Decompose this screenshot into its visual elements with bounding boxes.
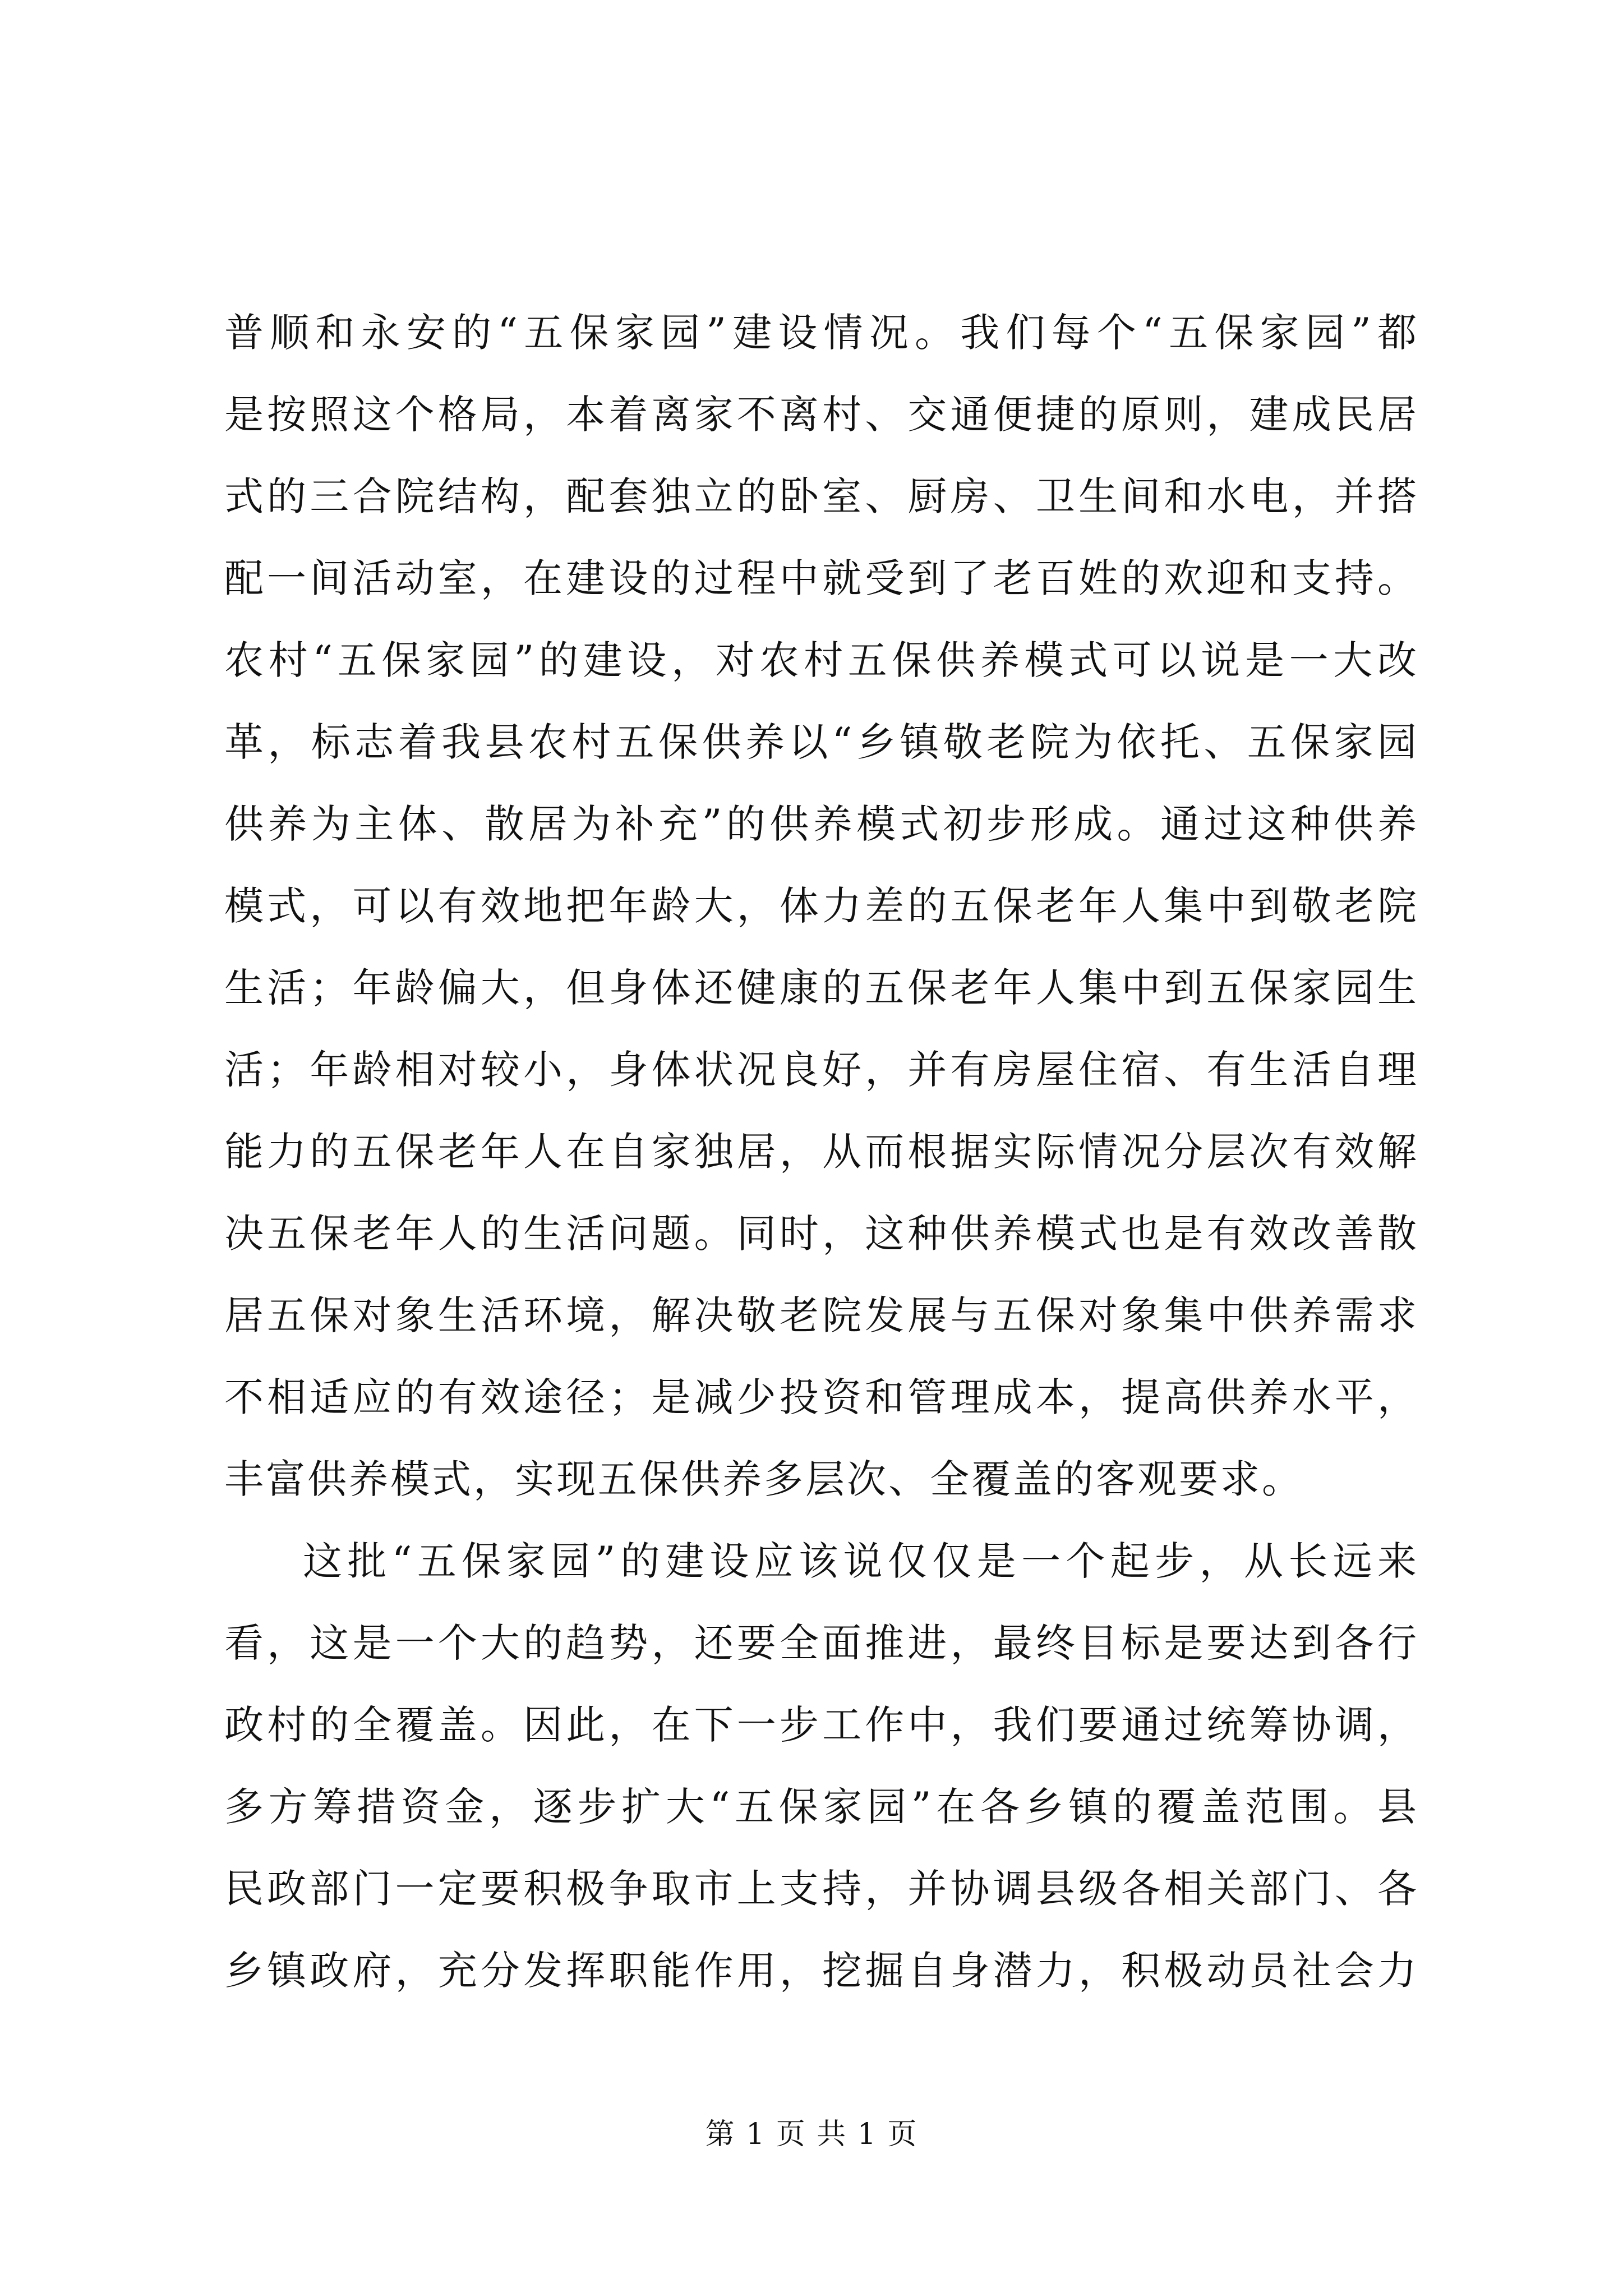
page-footer bbox=[0, 2115, 1623, 2154]
text-line: 活；年龄相对较小，身体状况良好，并有房屋住宿、有生活自理 bbox=[224, 1047, 1419, 1093]
paragraph bbox=[224, 292, 1419, 1520]
text-line: 是按照这个格局，本着离家不离村、交通便捷的原则，建成民居 bbox=[224, 392, 1419, 438]
text-line: 式的三合院结构，配套独立的卧室、厨房、卫生间和水电，并搭 bbox=[224, 473, 1419, 519]
text-line: 普顺和永安的“五保家园”建设情况。我们每个“五保家园”都 bbox=[224, 310, 1419, 356]
text-line: 决五保老年人的生活问题。同时，这种供养模式也是有效改善散 bbox=[224, 1211, 1419, 1257]
text-line: 丰富供养模式，实现五保供养多层次、全覆盖的客观要求。 bbox=[224, 1456, 1303, 1502]
text-line: 政村的全覆盖。因此，在下一步工作中，我们要通过统筹协调， bbox=[224, 1702, 1419, 1748]
text-line: 这批“五保家园”的建设应该说仅仅是一个起步，从长远来 bbox=[303, 1538, 1419, 1584]
text-line: 生活；年龄偏大，但身体还健康的五保老年人集中到五保家园生 bbox=[224, 965, 1419, 1011]
text-line: 能力的五保老年人在自家独居，从而根据实际情况分层次有效解 bbox=[224, 1129, 1419, 1175]
text-line: 居五保对象生活环境，解决敬老院发展与五保对象集中供养需求 bbox=[224, 1292, 1419, 1338]
text-line: 不相适应的有效途径；是减少投资和管理成本，提高供养水平， bbox=[224, 1374, 1419, 1420]
page-number-label: 第 1 页 共 1 页 bbox=[705, 2118, 918, 2151]
text-line: 模式，可以有效地把年龄大，体力差的五保老年人集中到敬老院 bbox=[224, 883, 1419, 929]
text-line: 乡镇政府，充分发挥职能作用，挖掘自身潜力，积极动员社会力 bbox=[224, 1948, 1419, 1994]
document-body bbox=[224, 292, 1419, 2012]
text-line: 农村“五保家园”的建设，对农村五保供养模式可以说是一大改 bbox=[224, 637, 1419, 683]
paragraph bbox=[224, 1520, 1419, 2012]
text-line: 看，这是一个大的趋势，还要全面推进，最终目标是要达到各行 bbox=[224, 1620, 1419, 1666]
text-line: 民政部门一定要积极争取市上支持，并协调县级各相关部门、各 bbox=[224, 1866, 1419, 1912]
text-line: 配一间活动室，在建设的过程中就受到了老百姓的欢迎和支持。 bbox=[224, 555, 1419, 601]
text-line: 多方筹措资金，逐步扩大“五保家园”在各乡镇的覆盖范围。县 bbox=[224, 1784, 1419, 1830]
text-line: 供养为主体、散居为补充”的供养模式初步形成。通过这种供养 bbox=[224, 801, 1419, 847]
text-line: 革，标志着我县农村五保供养以“乡镇敬老院为依托、五保家园 bbox=[224, 719, 1419, 765]
